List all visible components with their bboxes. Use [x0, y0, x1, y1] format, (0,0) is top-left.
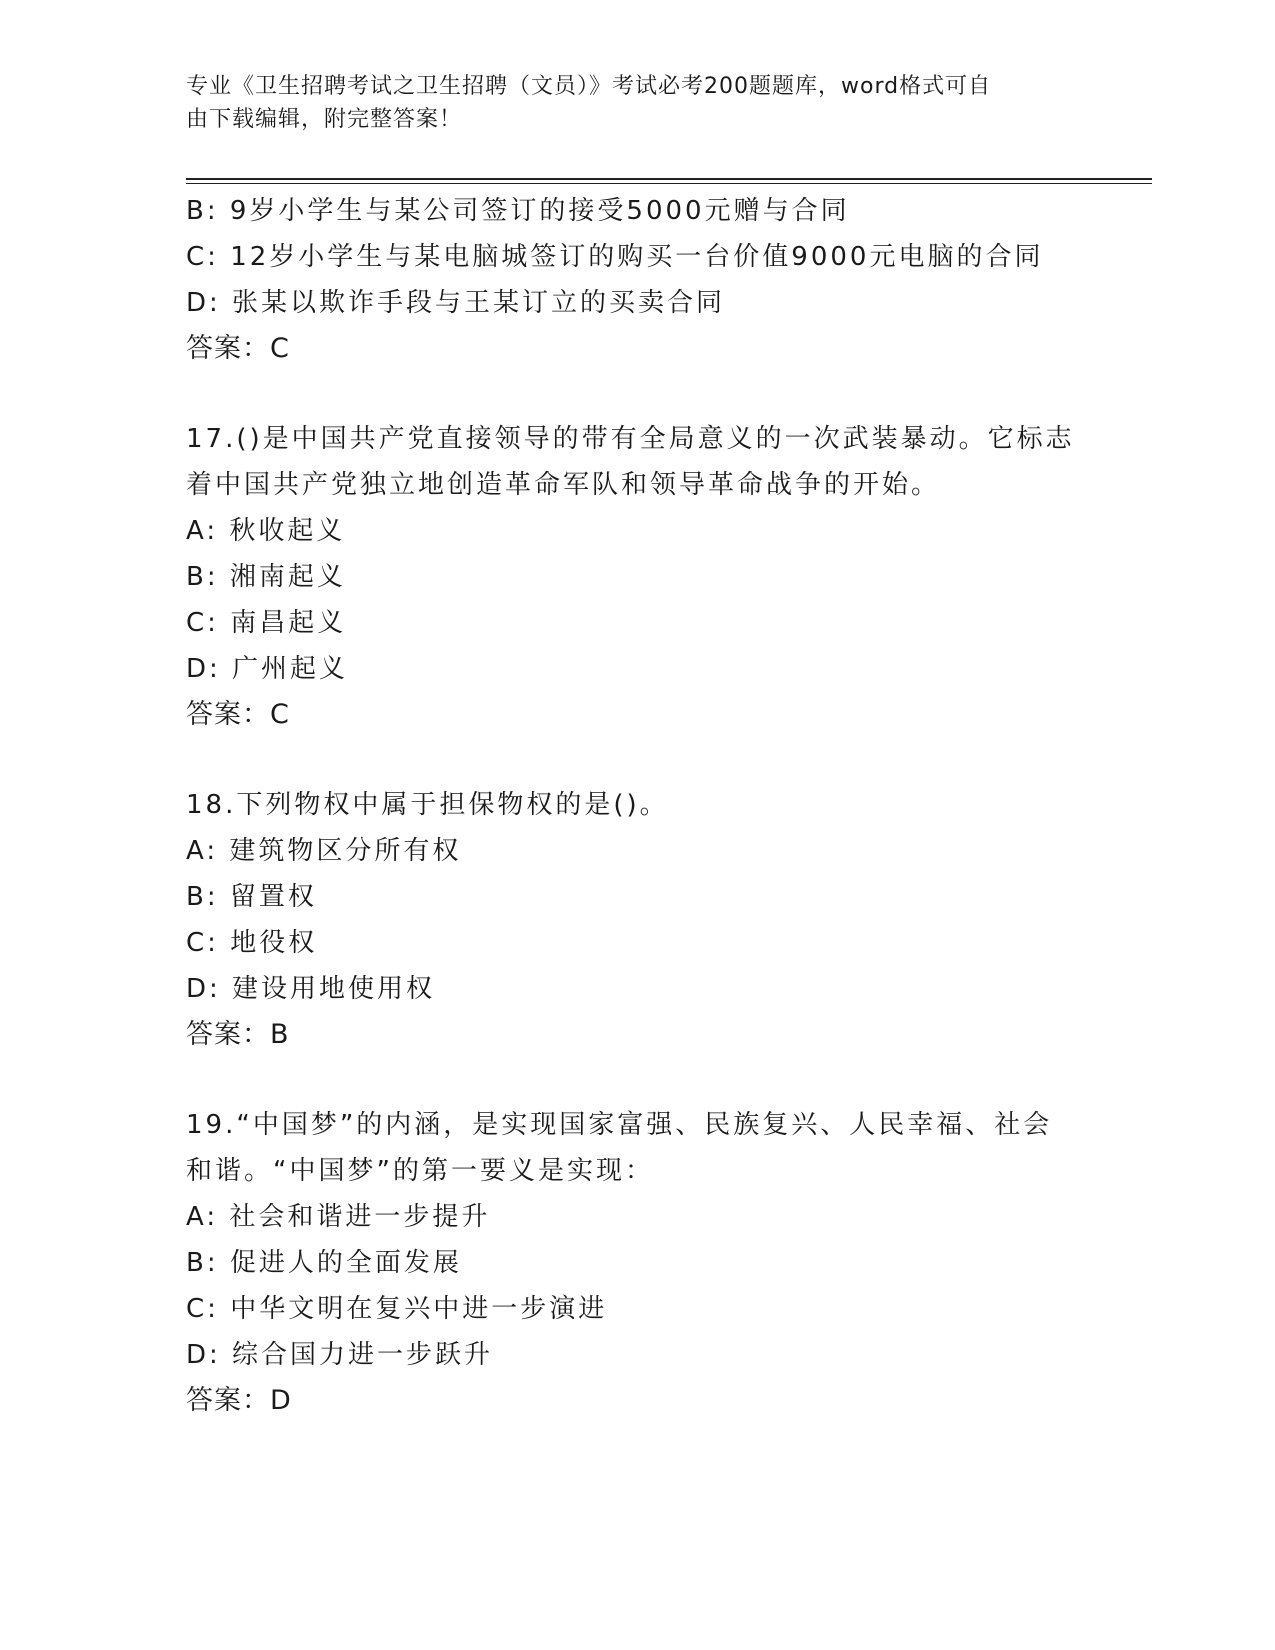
option-d: D: 综合国力进一步跃升	[186, 1340, 494, 1370]
question-text: 19.“中国梦”的内涵，是实现国家富强、民族复兴、人民幸福、社会 和谐。“中国梦”的第一要义是实现：	[186, 1110, 1053, 1186]
answer: 答案：C	[186, 699, 290, 730]
question-text: 17.()是中国共产党直接领导的带有全局意义的一次武装暴动。它标志 着中国共产党独立地创造革命军队和领导革命战争的开始。	[186, 424, 1075, 500]
option-a: A: 建筑物区分所有权	[186, 836, 462, 866]
header-divider	[186, 178, 1152, 184]
option-a: A: 社会和谐进一步提升	[186, 1202, 491, 1232]
question-18	[186, 782, 1086, 1058]
header-line-2: 由下载编辑，附完整答案！	[186, 107, 463, 132]
option-c: C: 南昌起义	[186, 608, 347, 638]
option-b: B: 促进人的全面发展	[186, 1248, 462, 1278]
question-19	[186, 1102, 1086, 1424]
continued-question	[186, 188, 1086, 372]
option-d: D: 建设用地使用权	[186, 974, 436, 1004]
answer: 答案：C	[186, 333, 290, 364]
option-d: D: 张某以欺诈手段与王某订立的买卖合同	[186, 288, 726, 318]
option-b: B: 湘南起义	[186, 562, 346, 592]
option-c: C: 地役权	[186, 928, 318, 958]
option-c: C: 中华文明在复兴中进一步演进	[186, 1294, 608, 1324]
option-a: A: 秋收起义	[186, 516, 346, 546]
option-b: B: 留置权	[186, 882, 317, 912]
option-d: D: 广州起义	[186, 654, 349, 684]
answer: 答案：D	[186, 1385, 292, 1416]
question-text: 18.下列物权中属于担保物权的是()。	[186, 790, 669, 820]
document-header	[186, 70, 1066, 136]
answer: 答案：B	[186, 1019, 290, 1050]
option-c: C: 12岁小学生与某电脑城签订的购买一台价值9000元电脑的合同	[186, 242, 1044, 272]
question-content	[186, 188, 1086, 1424]
question-17	[186, 416, 1086, 738]
option-b: B: 9岁小学生与某公司签订的接受5000元赠与合同	[186, 196, 850, 226]
header-line-1: 专业《卫生招聘考试之卫生招聘（文员）》考试必考200题题库，word格式可自	[186, 74, 992, 99]
